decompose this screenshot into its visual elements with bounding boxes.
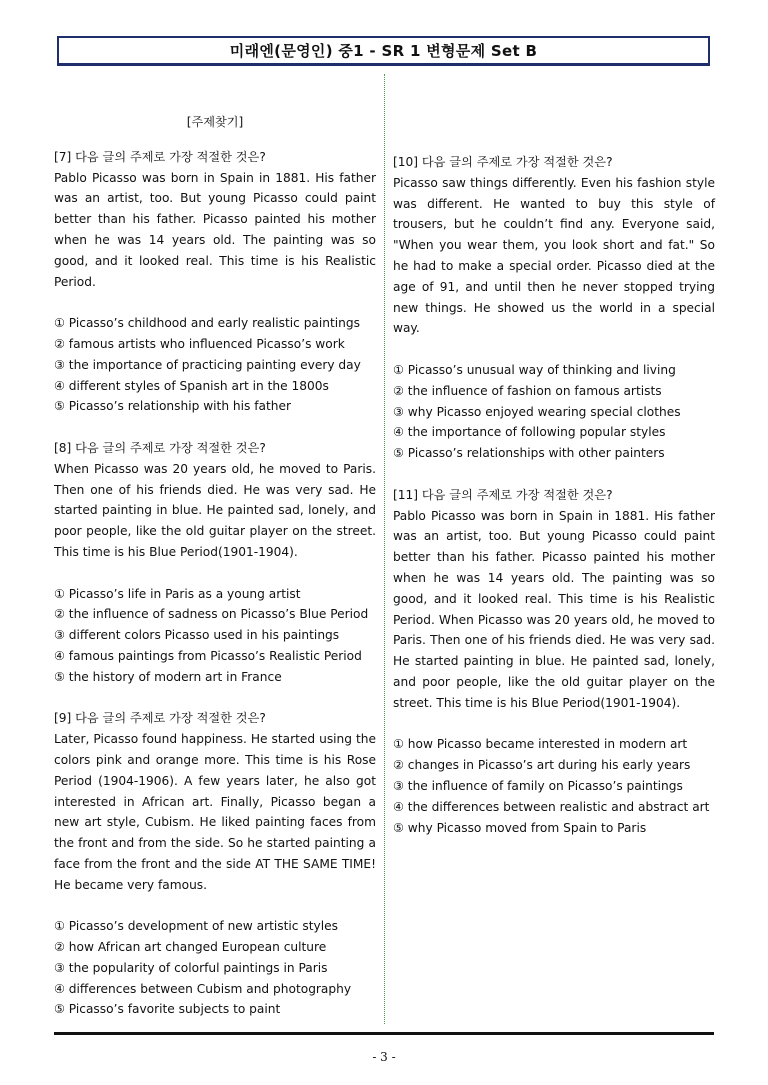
question-passage: Pablo Picasso was born in Spain in 1881. His father was an artist, too. But young Picasso could paint better than his father. Picasso painted his mother when he was 14 years old. The painting was so good, and it looked real. This time is his Realistic Period. When Picasso was 20 years old, he moved to Paris. Then one of his friends died. He was very sad. He started painting in blue. He painted sad, lonely, and poor people, like the old guitar player on the street. This time is his Blue Period(1901-1904). [393, 508, 715, 710]
answer-option: ④ famous paintings from Picasso’s Realistic Period [54, 648, 362, 663]
column-divider [384, 74, 385, 1024]
question-label: [9] 다음 글의 주제로 가장 적절한 것은? [54, 711, 266, 726]
answer-option: ④ the importance of following popular styles [393, 425, 666, 440]
answer-option: ② changes in Picasso’s art during his early years [393, 758, 691, 773]
answer-options [54, 313, 376, 417]
question-label: [8] 다음 글의 주제로 가장 적절한 것은? [54, 440, 266, 455]
answer-option: ② how African art changed European culture [54, 940, 327, 955]
left-column [54, 106, 376, 1041]
answer-option: ① Picasso’s life in Paris as a young artist [54, 586, 301, 601]
right-column [393, 152, 715, 859]
answer-option: ④ different styles of Spanish art in the 1800s [54, 378, 329, 393]
answer-option: ⑤ Picasso’s relationships with other painters [393, 446, 665, 461]
page-number: - 3 - [372, 1050, 396, 1064]
answer-options [54, 584, 376, 688]
answer-option: ⑤ why Picasso moved from Spain to Paris [393, 820, 647, 835]
question-passage: Pablo Picasso was born in Spain in 1881. His father was an artist, too. But young Picasso could paint better than his father. Picasso painted his mother when he was 14 years old. The painting was so good, and it looked real. This time is his Realistic Period. [54, 170, 376, 289]
answer-option: ② the influence of fashion on famous artists [393, 383, 662, 398]
question-9 [54, 708, 376, 1020]
question-label: [7] 다음 글의 주제로 가장 적절한 것은? [54, 149, 266, 164]
answer-option: ① Picasso’s unusual way of thinking and living [393, 362, 676, 377]
answer-option: ③ the influence of family on Picasso’s paintings [393, 778, 683, 793]
answer-option: ④ the differences between realistic and abstract art [393, 799, 710, 814]
question-passage: Picasso saw things differently. Even his fashion style was different. He wanted to buy this style of trousers, but he couldn’t find any. Everyone said, "When you wear them, you look short and fat." So he had to make a special order. Picasso died at the age of 91, and until then he never stopped trying new things. He showed us the world in a special way. [393, 175, 715, 336]
question-11 [393, 485, 715, 839]
answer-option: ⑤ Picasso’s relationship with his father [54, 399, 292, 414]
answer-option: ③ different colors Picasso used in his paintings [54, 628, 340, 643]
question-10 [393, 152, 715, 464]
answer-option: ⑤ Picasso’s favorite subjects to paint [54, 1002, 281, 1017]
answer-option: ① Picasso’s childhood and early realistic paintings [54, 316, 360, 331]
section-heading: [주제찾기] [186, 115, 244, 129]
question-label: [11] 다음 글의 주제로 가장 적절한 것은? [393, 487, 613, 502]
answer-option: ① Picasso’s development of new artistic styles [54, 919, 338, 934]
answer-option: ③ why Picasso enjoyed wearing special clothes [393, 404, 681, 419]
answer-option: ① how Picasso became interested in modern art [393, 737, 688, 752]
question-label: [10] 다음 글의 주제로 가장 적절한 것은? [393, 155, 613, 169]
answer-options [393, 360, 715, 464]
question-7 [54, 147, 376, 417]
question-passage: When Picasso was 20 years old, he moved to Paris. Then one of his friends died. He was very sad. He started painting in blue. He painted sad, lonely, and poor people, like the old guitar player on the street. This time is his Blue Period(1901-1904). [54, 461, 376, 559]
footer-rule [54, 1032, 714, 1035]
answer-options [54, 916, 376, 1020]
page-title: 미래엔(문영인) 중1 - SR 1 변형문제 Set B [57, 36, 710, 66]
answer-option: ④ differences between Cubism and photography [54, 981, 352, 996]
answer-option: ③ the importance of practicing painting every day [54, 357, 361, 372]
question-passage: Later, Picasso found happiness. He started using the colors pink and orange more. This time is his Rose Period (1904-1906). A few years later, he also got interested in African art. Finally, Picasso began a new art style, Cubism. He liked painting faces from the front and from the side. So he started painting a face from the front and the side AT THE SAME TIME! He became very famous. [54, 732, 376, 892]
answer-option: ② famous artists who influenced Picasso’s work [54, 336, 345, 351]
answer-option: ③ the popularity of colorful paintings in Paris [54, 960, 328, 975]
question-8 [54, 438, 376, 688]
answer-options [393, 734, 715, 838]
answer-option: ⑤ the history of modern art in France [54, 669, 282, 684]
answer-option: ② the influence of sadness on Picasso’s Blue Period [54, 607, 369, 622]
